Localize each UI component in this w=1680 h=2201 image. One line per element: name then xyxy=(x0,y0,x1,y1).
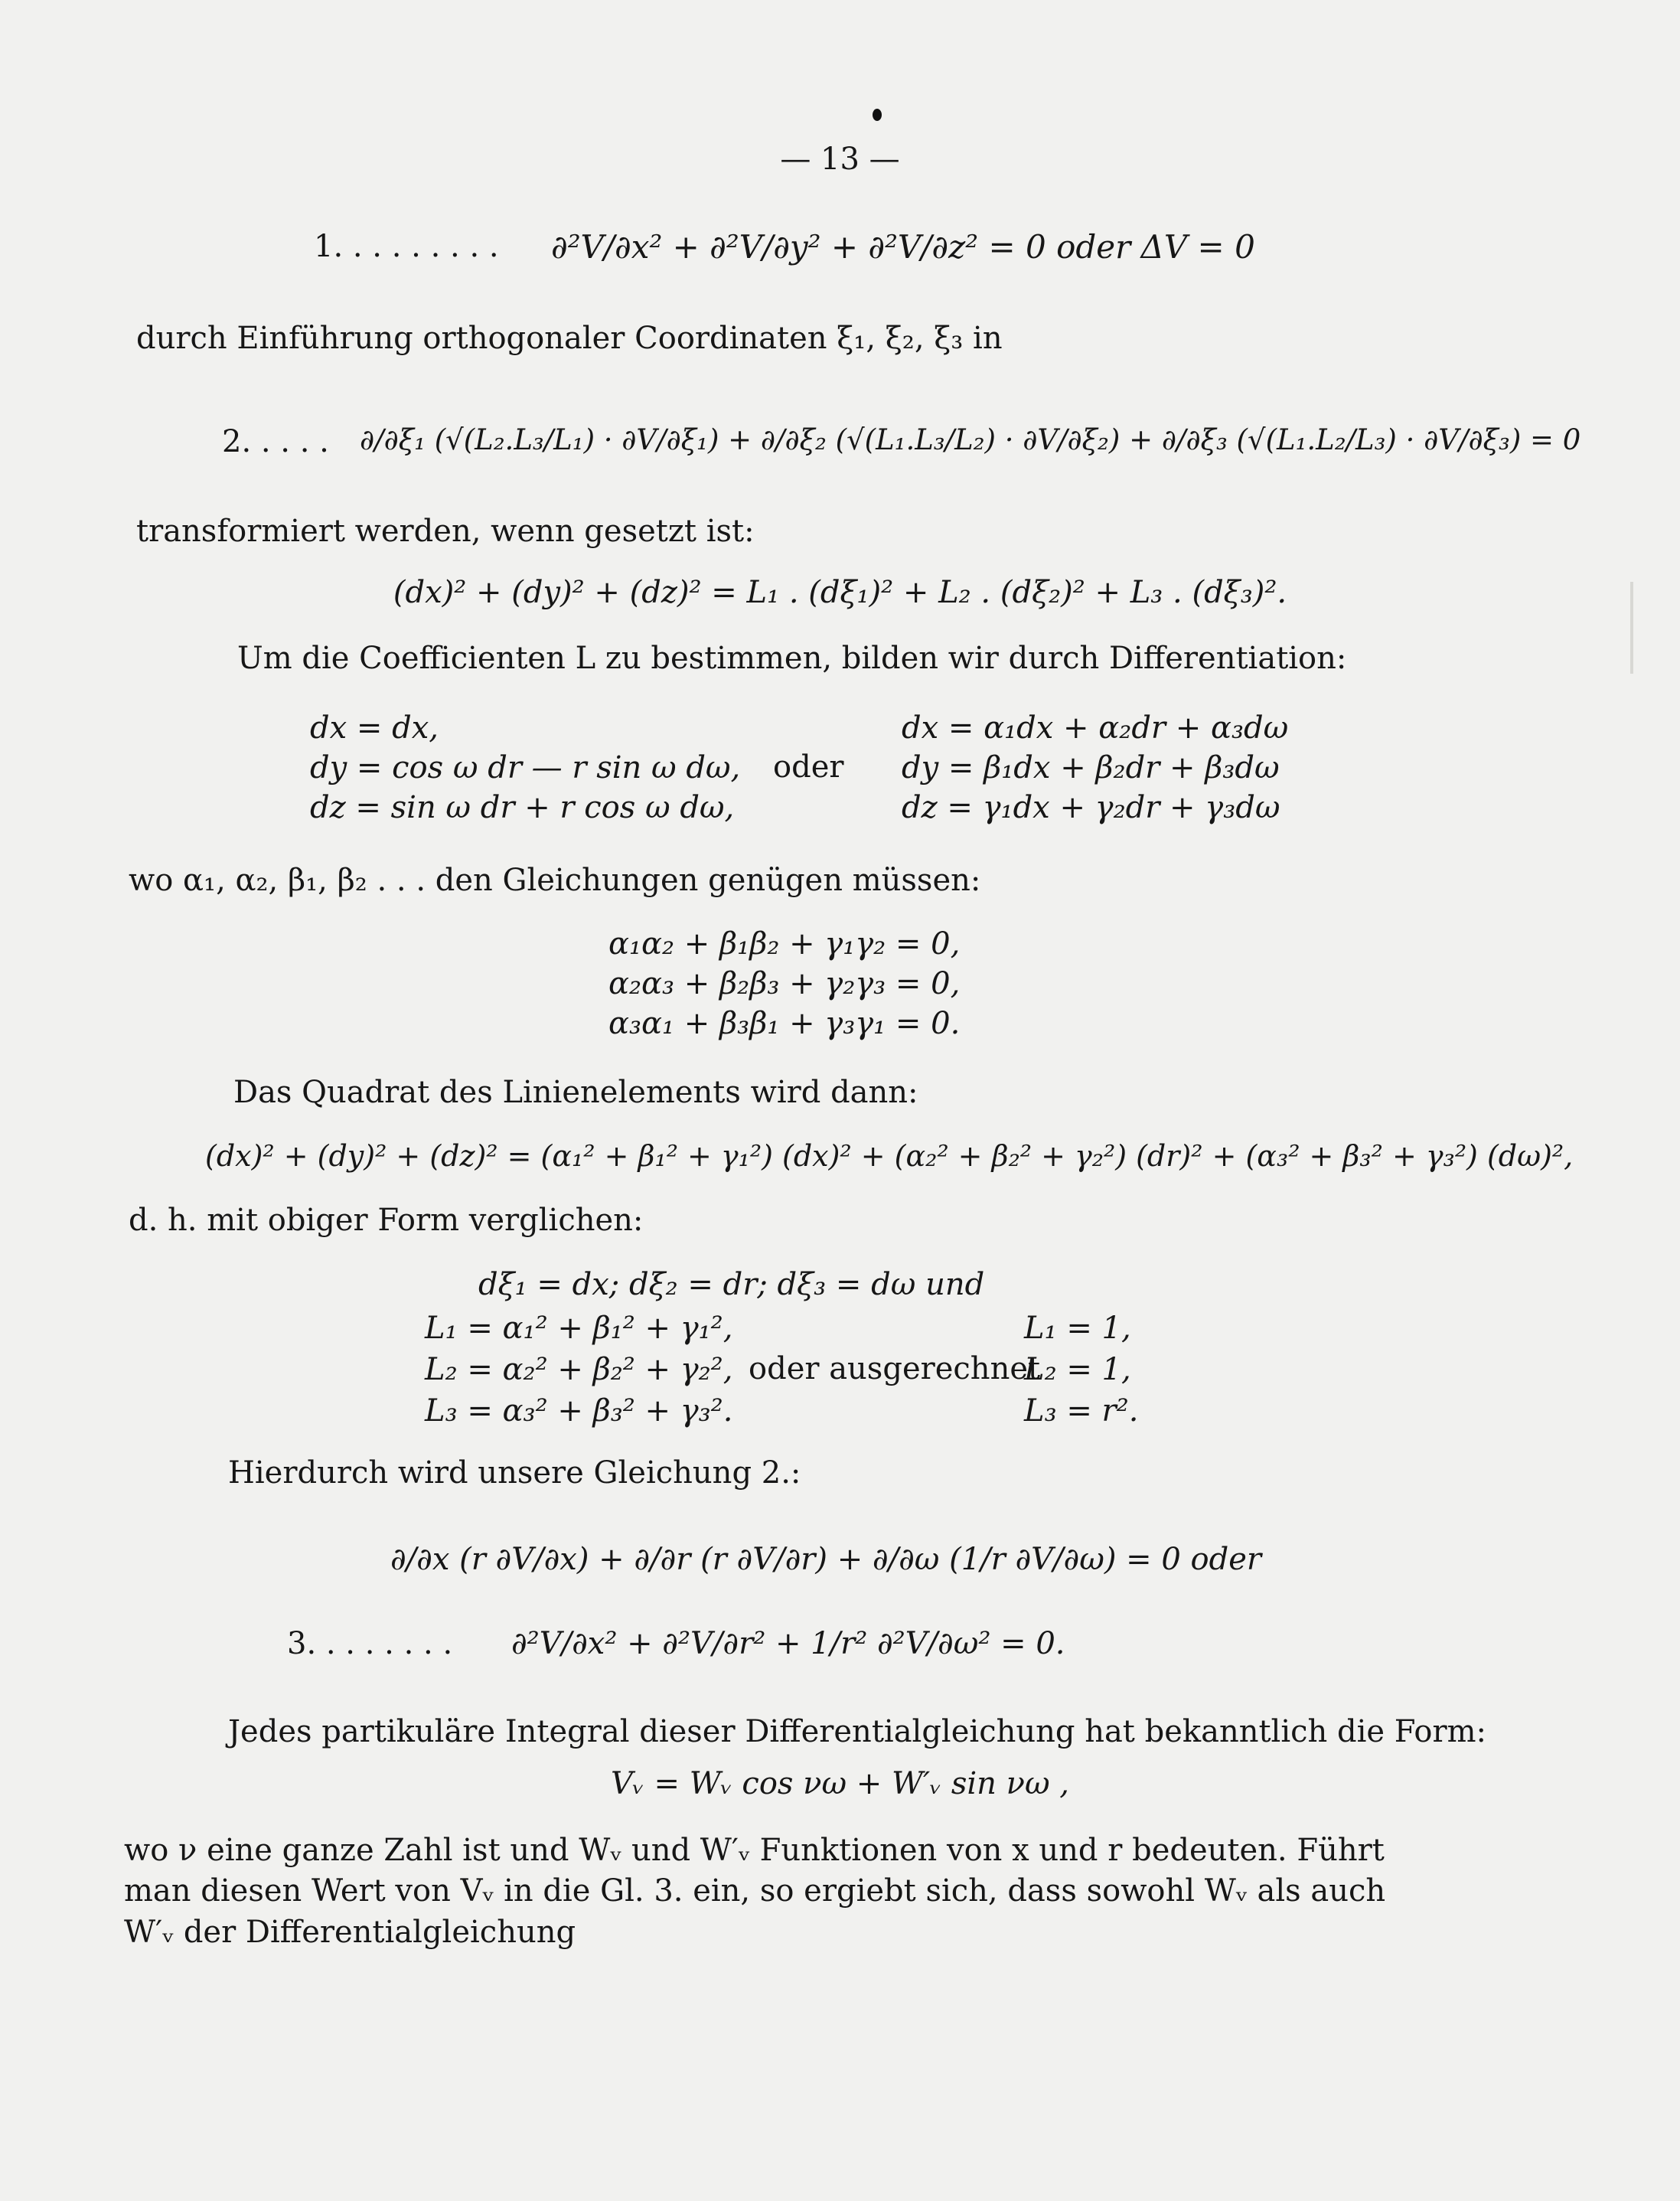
paragraph-9-line: wo ν eine ganze Zahl ist und Wᵥ und W′ᵥ Funktionen von x und r bedeuten. Führt xyxy=(124,1833,1385,1868)
cmp-right-row: L₁ = 1, xyxy=(1024,1311,1131,1346)
eq2-expression: ∂/∂ξ₁ (√(L₂.L₃/L₁) · ∂V/∂ξ₁) + ∂/∂ξ₂ (√(L₁.L₃/L₂) · ∂V/∂ξ₂) + ∂/∂ξ₃ (√(L₁.L₂/L₃) · ∂V/∂ξ₃) = 0 xyxy=(360,423,1581,456)
diff-right-row: dy = β₁dx + β₂dr + β₃dω xyxy=(902,750,1280,785)
eq3-expression: ∂²V/∂x² + ∂²V/∂r² + 1/r² ∂²V/∂ω² = 0. xyxy=(511,1626,1065,1661)
orth-row: α₁α₂ + β₁β₂ + γ₁γ₂ = 0, xyxy=(608,926,961,962)
diff-oder: oder xyxy=(773,749,844,785)
paragraph-6: d. h. mit obiger Form verglichen: xyxy=(129,1203,644,1238)
orth-row: α₃α₁ + β₃β₁ + γ₃γ₁ = 0. xyxy=(608,1006,961,1041)
comparison-mid: oder ausgerechnet xyxy=(749,1351,1041,1386)
diff-left-row: dx = dx, xyxy=(310,710,439,746)
page-number: — 13 — xyxy=(780,142,900,177)
paragraph-7: Hierdurch wird unsere Gleichung 2.: xyxy=(228,1455,801,1491)
cmp-left-row: L₃ = α₃² + β₃² + γ₃². xyxy=(425,1393,733,1429)
paragraph-8: Jedes partikuläre Integral dieser Differentialgleichung hat bekanntlich die Form: xyxy=(228,1714,1486,1749)
paper-bleed-mark xyxy=(1630,582,1633,674)
comparison-top: dξ₁ = dx; dξ₂ = dr; dξ₃ = dω und xyxy=(478,1267,985,1302)
diff-left-row: dz = sin ω dr + r cos ω dω, xyxy=(310,790,735,825)
eq-square: (dx)² + (dy)² + (dz)² = (α₁² + β₁² + γ₁²) (dx)² + (α₂² + β₂² + γ₂²) (dr)² + (α₃² + β₃² + γ₃²) (dω)², xyxy=(205,1139,1574,1173)
eq-form: Vᵥ = Wᵥ cos νω + W′ᵥ sin νω , xyxy=(610,1766,1070,1801)
cmp-right-row: L₂ = 1, xyxy=(1024,1352,1131,1387)
cmp-left-row: L₂ = α₂² + β₂² + γ₂², xyxy=(425,1352,733,1387)
eq2-label: 2. . . . . xyxy=(222,424,329,459)
diff-left-row: dy = cos ω dr — r sin ω dω, xyxy=(310,750,741,785)
paragraph-4: wo α₁, α₂, β₁, β₂ . . . den Gleichungen genügen müssen: xyxy=(129,863,981,898)
paragraph-9-line: man diesen Wert von Vᵥ in die Gl. 3. ein, so ergiebt sich, dass sowohl Wᵥ als auch xyxy=(124,1873,1386,1909)
diff-right-row: dz = γ₁dx + γ₂dr + γ₃dω xyxy=(902,790,1280,825)
diff-right-row: dx = α₁dx + α₂dr + α₃dω xyxy=(902,710,1289,746)
paragraph-3: Um die Coefficienten L zu bestimmen, bilden wir durch Differentiation: xyxy=(237,641,1347,676)
cmp-left-row: L₁ = α₁² + β₁² + γ₁², xyxy=(425,1311,733,1346)
eq3-label: 3. . . . . . . . xyxy=(287,1626,453,1661)
eq-cylindrical: ∂/∂x (r ∂V/∂x) + ∂/∂r (r ∂V/∂r) + ∂/∂ω (1/r ∂V/∂ω) = 0 oder xyxy=(390,1542,1262,1577)
paragraph-9-line: W′ᵥ der Differentialgleichung xyxy=(124,1915,576,1950)
eq1-expression: ∂²V/∂x² + ∂²V/∂y² + ∂²V/∂z² = 0 oder ΔV = 0 xyxy=(551,228,1255,266)
paragraph-2: transformiert werden, wenn gesetzt ist: xyxy=(136,514,755,549)
eq1-label: 1. . . . . . . . . xyxy=(314,229,499,264)
orth-row: α₂α₃ + β₂β₃ + γ₂γ₃ = 0, xyxy=(608,966,961,1001)
ink-spot xyxy=(873,109,882,121)
paragraph-1: durch Einführung orthogonaler Coordinaten ξ₁, ξ₂, ξ₃ in xyxy=(136,321,1003,356)
eq-metric: (dx)² + (dy)² + (dz)² = L₁ . (dξ₁)² + L₂ . (dξ₂)² + L₃ . (dξ₃)². xyxy=(393,575,1287,610)
cmp-right-row: L₃ = r². xyxy=(1024,1393,1139,1429)
paragraph-5: Das Quadrat des Linienelements wird dann: xyxy=(233,1075,918,1110)
